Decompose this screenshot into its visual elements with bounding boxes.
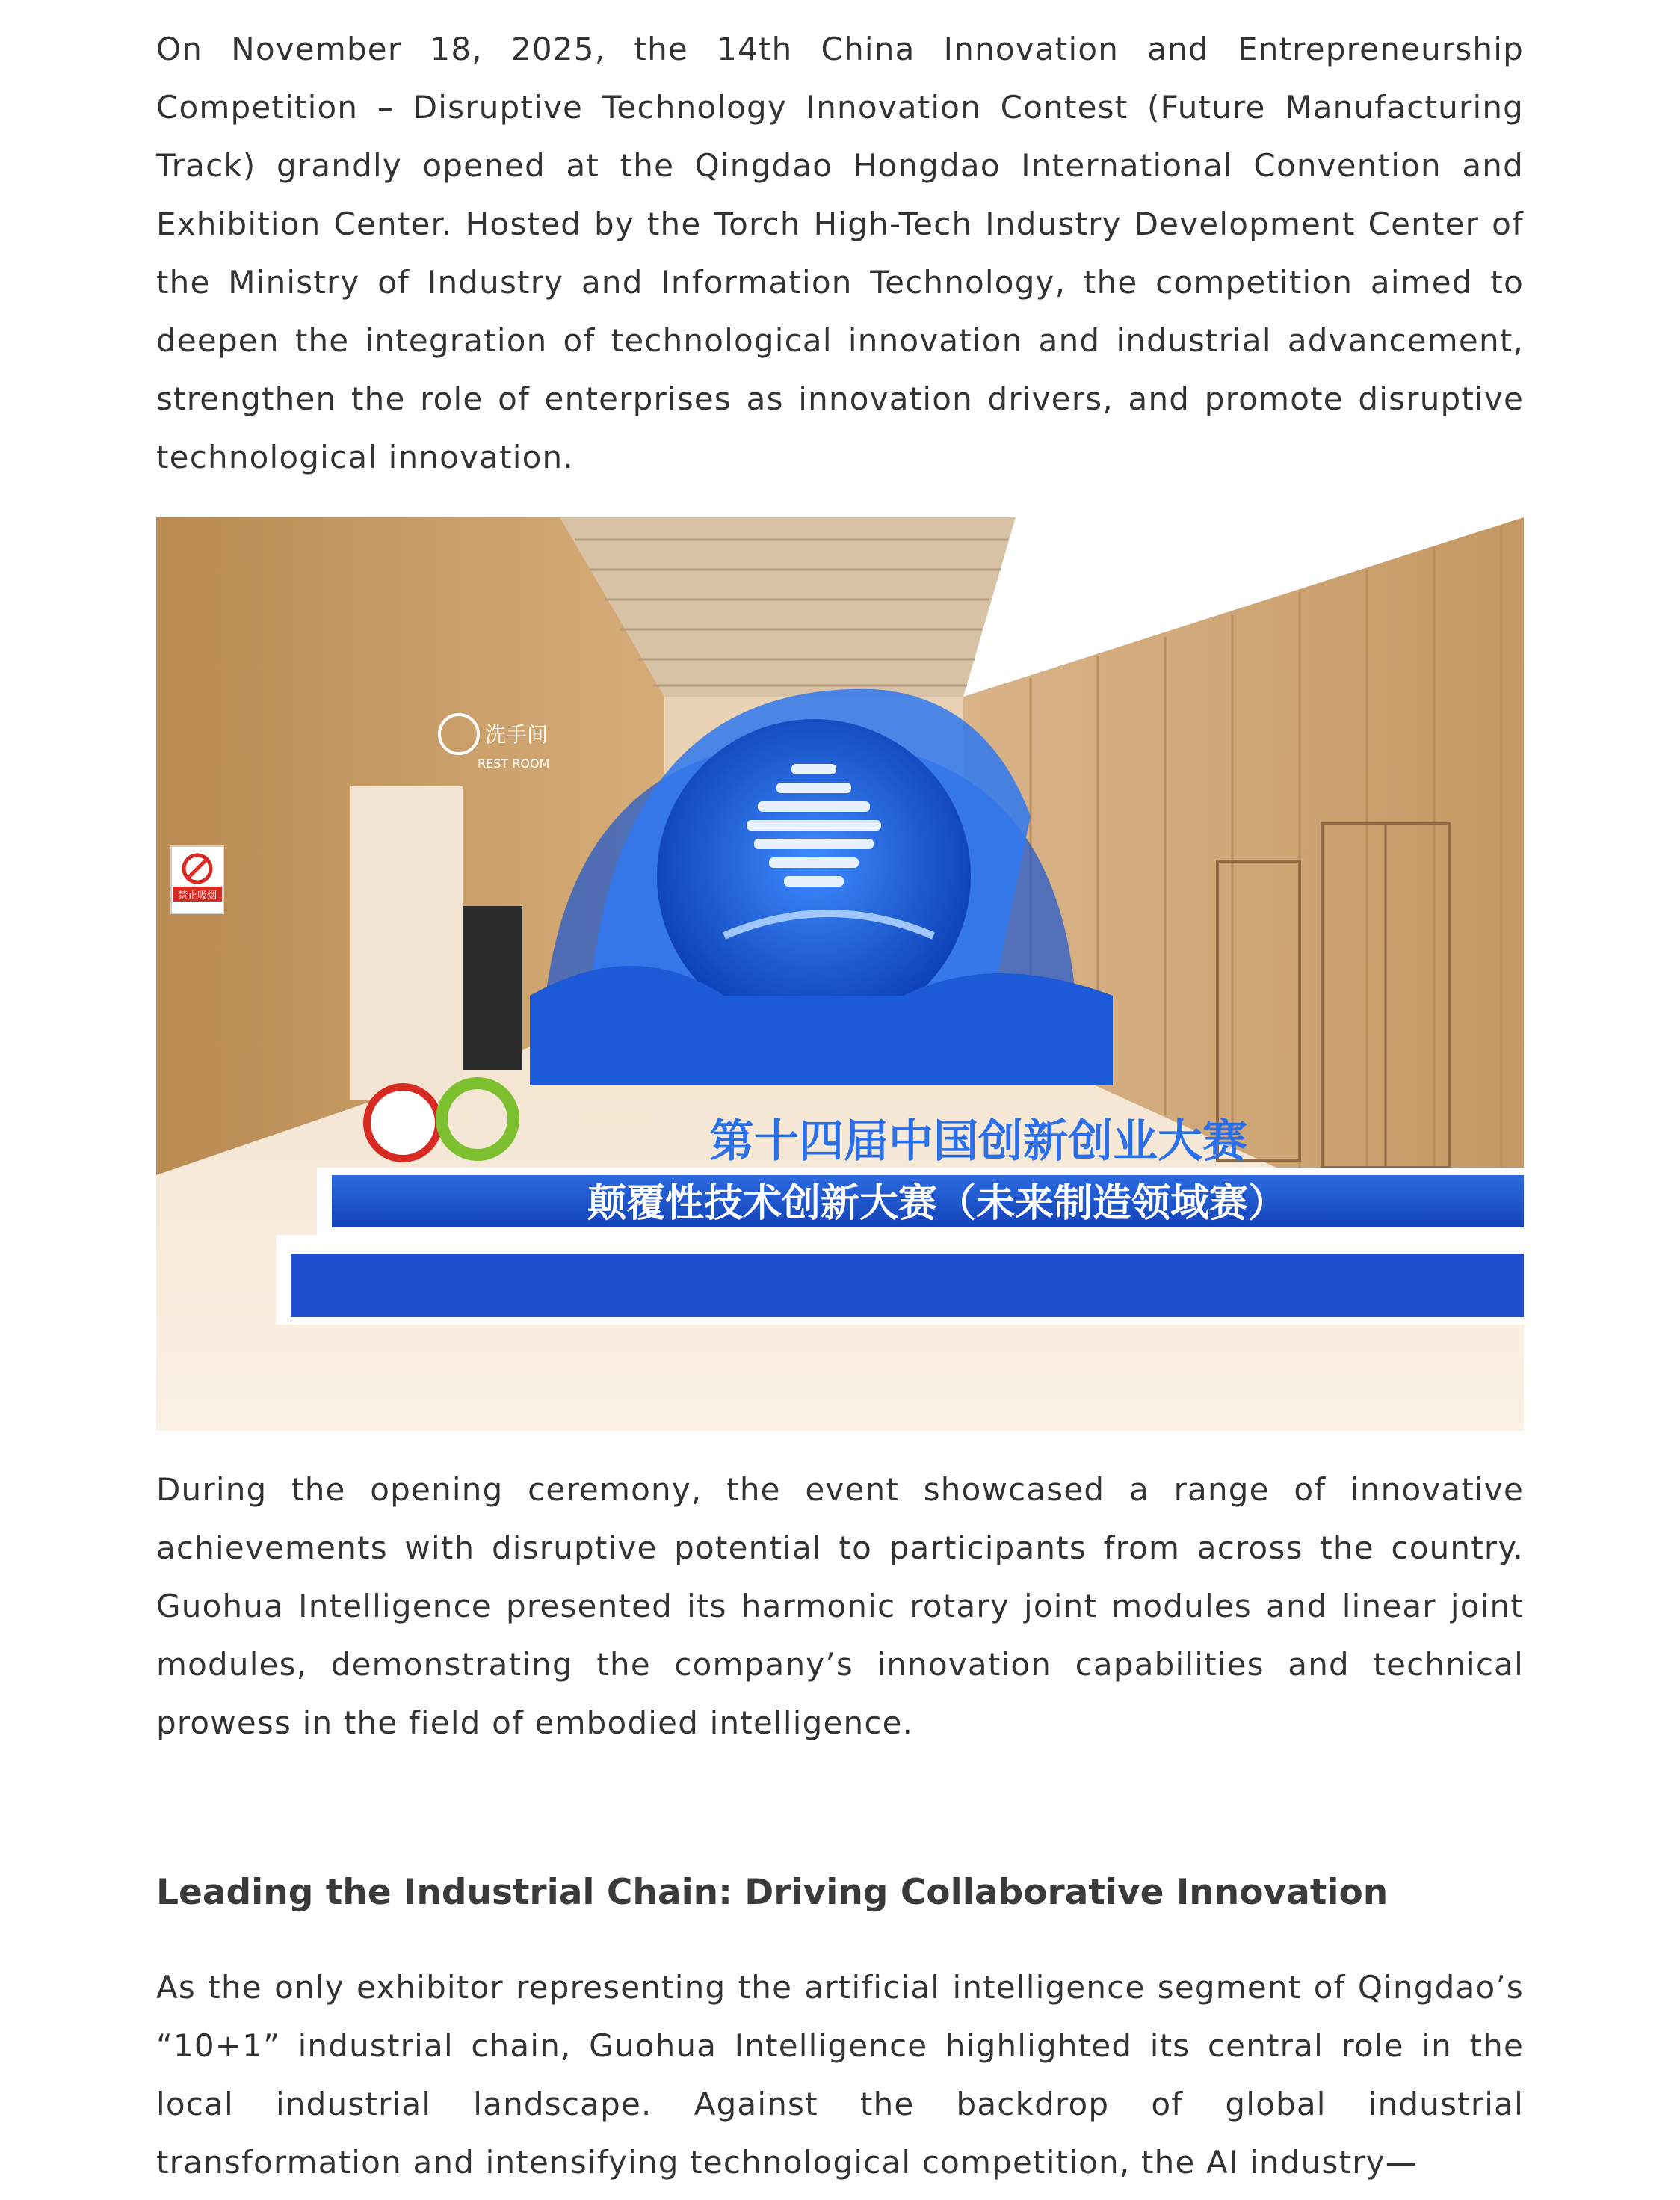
sign-base [291,1254,1524,1317]
banner-title-line-2: 颠覆性技术创新大赛（未来制造领域赛） [587,1181,1288,1226]
restroom-sign-en: REST ROOM [478,757,550,771]
section-heading: Leading the Industrial Chain: Driving Collaborative Innovation [156,1872,1389,1913]
ceremony-paragraph: During the opening ceremony, the event showcased a range of innovative achievements with disruptive potential to participants from across the country. Guohua Intelligence presented its harmonic rotary joint modules and linear joint modules, demonstrating the company’s innovation capabilities and technical prowess in the field of embodied intelligence. [156,1471,1524,1741]
restroom-sign-cn: 洗手间 [485,722,549,747]
competition-sign-photo [156,517,1524,1431]
industrial-chain-paragraph: As the only exhibitor representing the artificial intelligence segment of Qingdao’s “10+1” industrial chain, Guohua Intelligence highlighted its central role in the local industrial landscape. Against the backdrop of global industrial transformation and intensifying technological competition, the AI industry— [156,1969,1524,2181]
red-logo [367,1087,439,1159]
intro-paragraph: On November 18, 2025, the 14th China Innovation and Entrepreneurship Competition – Disruptive Technology Innovation Contest (Future Manufacturing Track) grandly opened at the Qingdao Hongdao International Convention and Exhibition Center. Hosted by the Torch High-Tech Industry Development Center of the Ministry of Industry and Information Technology, the competition aimed to deepen the integration of technological innovation and industrial advancement, strengthen the role of enterprises as innovation drivers, and promote disruptive technological innovation. [156,31,1524,475]
event-photo [156,517,1524,1431]
no-smoking-label: 禁止吸烟 [177,890,217,902]
banner-title-line-1: 第十四届中国创新创业大赛 [709,1115,1247,1168]
